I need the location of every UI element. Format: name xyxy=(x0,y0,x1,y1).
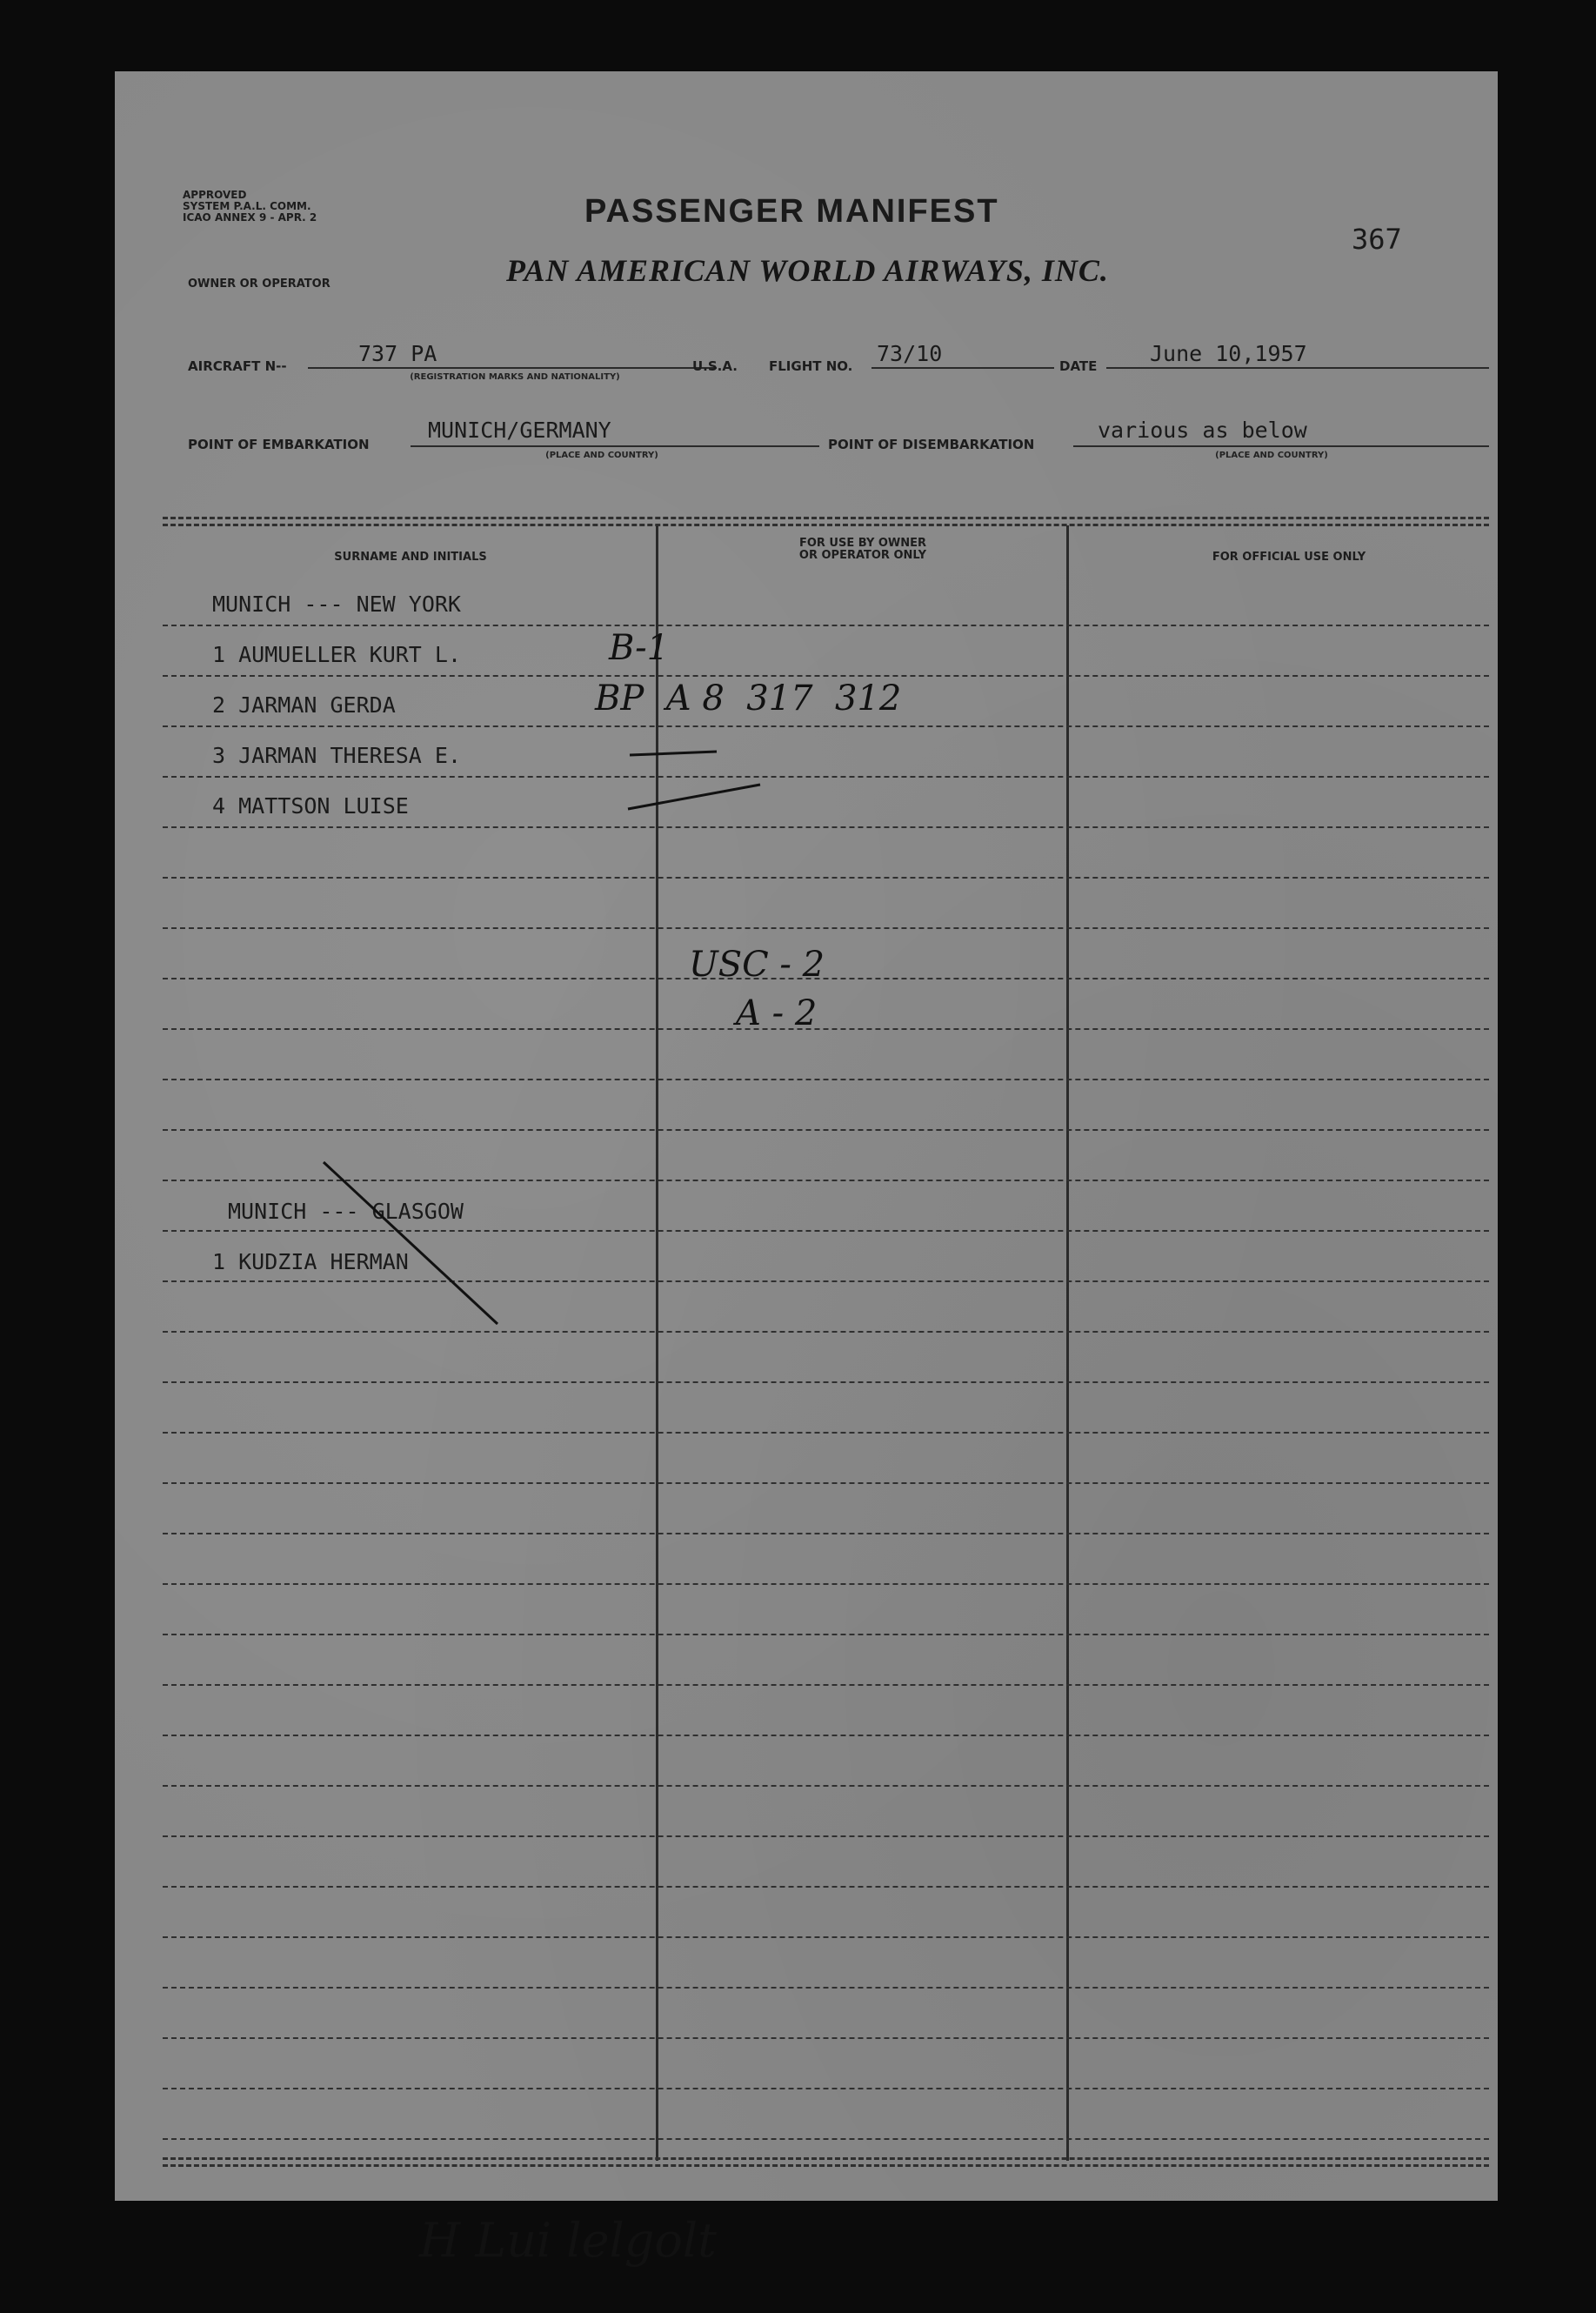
route-heading: MUNICH --- GLASGOW xyxy=(228,1199,464,1224)
disembarkation-caption: (PLACE AND COUNTRY) xyxy=(1215,451,1328,460)
tally-line: USC - 2 xyxy=(689,945,825,985)
passenger-number: 2 xyxy=(212,692,226,718)
passenger-note: BP A 8 317 312 xyxy=(595,679,902,719)
flight-label: FLIGHT NO. xyxy=(769,358,853,374)
approval-line: ICAO ANNEX 9 - APR. 2 xyxy=(183,211,317,224)
owner-label: OWNER OR OPERATOR xyxy=(188,277,331,291)
col-header-official-use: FOR OFFICIAL USE ONLY xyxy=(1212,551,1366,564)
pen-marks xyxy=(115,71,1498,2201)
route-heading: MUNICH --- NEW YORK xyxy=(212,592,461,617)
aircraft-value: 737 PA xyxy=(358,341,437,366)
aircraft-label: AIRCRAFT N-- xyxy=(188,358,287,374)
date-value: June 10,1957 xyxy=(1150,341,1307,366)
passenger-name: AUMUELLER KURT L. xyxy=(238,642,461,667)
passenger-name: MATTSON LUISE xyxy=(238,793,409,819)
manifest-sheet xyxy=(115,71,1498,2268)
passenger-number: 1 xyxy=(212,1249,226,1274)
date-label: DATE xyxy=(1059,358,1098,374)
approval-line: APPROVED xyxy=(183,189,247,201)
aircraft-caption: (REGISTRATION MARKS AND NATIONALITY) xyxy=(410,372,620,382)
passenger-name: KUDZIA HERMAN xyxy=(238,1249,409,1274)
embarkation-label: POINT OF EMBARKATION xyxy=(188,437,370,452)
passenger-note: B-1 xyxy=(609,628,670,668)
disembarkation-value: various as below xyxy=(1098,418,1307,443)
dash-mark xyxy=(630,752,717,755)
passenger-name: JARMAN GERDA xyxy=(238,692,396,718)
flight-value: 73/10 xyxy=(877,341,943,366)
page-number: 367 xyxy=(1352,223,1402,256)
usa-label: U.S.A. xyxy=(692,358,738,374)
passenger-number: 1 xyxy=(212,642,226,667)
col-header-surname: SURNAME AND INITIALS xyxy=(334,551,487,564)
passenger-name: JARMAN THERESA E. xyxy=(238,743,461,768)
tally-line: A - 2 xyxy=(736,993,818,1033)
disembarkation-label: POINT OF DISEMBARKATION xyxy=(828,437,1035,452)
strike-line xyxy=(324,1162,497,1324)
passenger-number: 4 xyxy=(212,793,226,819)
approval-line: SYSTEM P.A.L. COMM. xyxy=(183,200,311,212)
page-title: PASSENGER MANIFEST xyxy=(584,193,999,230)
dash-mark xyxy=(628,785,760,809)
embarkation-caption: (PLACE AND COUNTRY) xyxy=(545,451,658,460)
operator-name: PAN AMERICAN WORLD AIRWAYS, INC. xyxy=(506,253,1109,288)
col-header-owner-use-line: OR OPERATOR ONLY xyxy=(798,549,927,562)
embarkation-value: MUNICH/GERMANY xyxy=(428,418,611,443)
signature: H Lui lelgolt xyxy=(419,2213,717,2268)
col-header-owner-use-line: FOR USE BY OWNER xyxy=(798,537,927,550)
passenger-number: 3 xyxy=(212,743,226,768)
